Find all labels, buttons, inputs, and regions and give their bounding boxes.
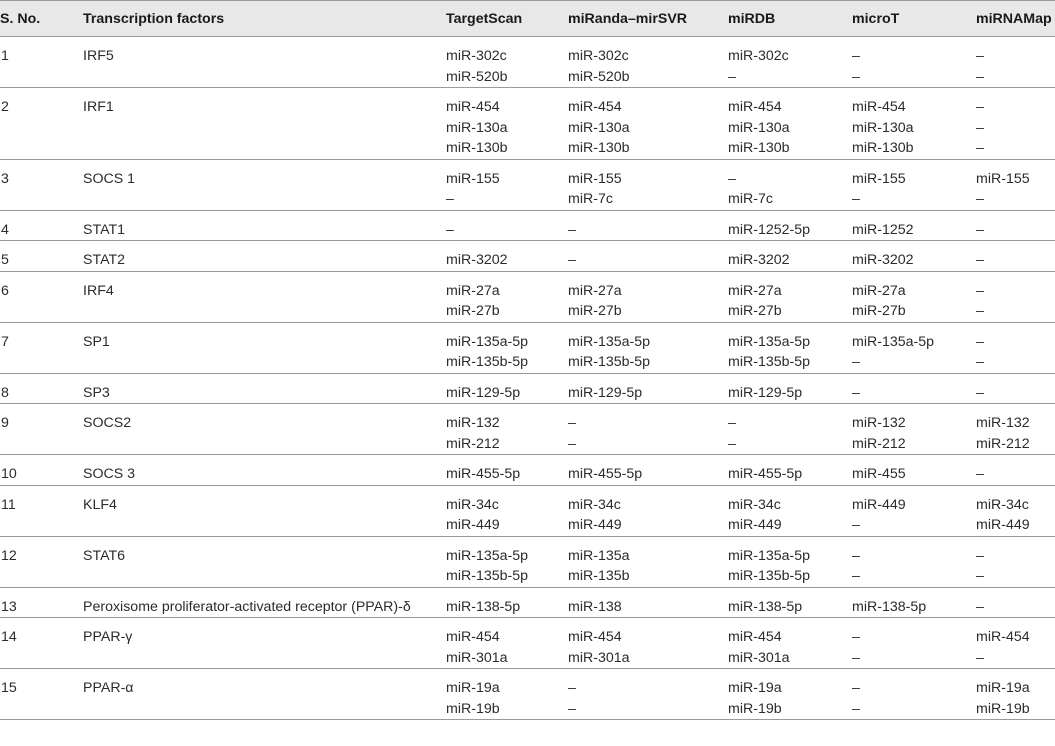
- cell-miranda-mirsvr: [565, 373, 725, 404]
- cell-mirdb: [725, 37, 849, 88]
- mirna-entry: –: [852, 191, 860, 207]
- mirna-entry: –: [568, 252, 576, 268]
- mirna-entry: –: [852, 68, 860, 85]
- cell-mirnamap: [973, 37, 1055, 88]
- cell-transcription-factor: SOCS 1: [80, 159, 443, 210]
- mirna-entry: miR-19b: [446, 700, 500, 717]
- header-miranda-mirsvr: miRanda–mirSVR: [565, 1, 725, 37]
- mirna-entry: miR-302c: [728, 48, 789, 64]
- cell-miranda-mirsvr: [565, 159, 725, 210]
- cell-mirdb: [725, 271, 849, 322]
- header-targetscan: TargetScan: [443, 1, 565, 37]
- mirna-entry: miR-3202: [852, 252, 914, 268]
- mirna-entry: miR-135a: [568, 547, 630, 564]
- mirna-entry: –: [852, 568, 860, 584]
- cell-transcription-factor: IRF4: [80, 271, 443, 322]
- table-row: [0, 88, 1055, 160]
- mirna-entry: miR-455-5p: [728, 466, 803, 482]
- mirna-entry: –: [976, 547, 984, 564]
- mirna-entry: –: [568, 221, 576, 238]
- cell-mirnamap: [973, 210, 1055, 241]
- mirna-entry: miR-130a: [728, 119, 790, 136]
- cell-sno: 1: [0, 37, 80, 88]
- mirna-entry: miR-302c: [446, 48, 507, 64]
- cell-miranda-mirsvr: [565, 404, 725, 455]
- mirna-entry: miR-455-5p: [568, 466, 643, 482]
- cell-mirnamap: [973, 88, 1055, 160]
- mirna-entry: miR-34c: [568, 496, 621, 513]
- cell-transcription-factor: STAT2: [80, 241, 443, 272]
- cell-mirnamap: [973, 404, 1055, 455]
- cell-microt: [849, 159, 973, 210]
- cell-targetscan: [443, 536, 565, 587]
- cell-miranda-mirsvr: [565, 485, 725, 536]
- mirna-entry: miR-129-5p: [568, 384, 643, 401]
- mirna-entry: miR-449: [568, 517, 622, 533]
- cell-sno: 11: [0, 485, 80, 536]
- mirna-entry: –: [852, 547, 860, 564]
- mirna-entry: miR-138-5p: [446, 598, 521, 615]
- cell-mirnamap: [973, 159, 1055, 210]
- mirna-entry: –: [852, 680, 860, 696]
- cell-mirnamap: [973, 455, 1055, 486]
- mirna-entry: –: [976, 598, 984, 615]
- cell-sno: 8: [0, 373, 80, 404]
- mirna-entry: –: [728, 415, 736, 431]
- cell-transcription-factor: PPAR-γ: [80, 618, 443, 669]
- cell-mirdb: [725, 669, 849, 720]
- mirna-entry: miR-155: [446, 170, 500, 187]
- mirna-entry: miR-135b-5p: [568, 354, 651, 370]
- cell-sno: 9: [0, 404, 80, 455]
- mirna-entry: –: [976, 303, 984, 319]
- table-row: [0, 618, 1055, 669]
- cell-mirnamap: [973, 618, 1055, 669]
- cell-microt: [849, 404, 973, 455]
- table-row: [0, 159, 1055, 210]
- mirna-entry: –: [852, 700, 860, 717]
- mirna-entry: –: [568, 700, 576, 717]
- cell-miranda-mirsvr: [565, 88, 725, 160]
- table-row: [0, 669, 1055, 720]
- header-sno: S. No.: [0, 1, 80, 37]
- cell-sno: 5: [0, 241, 80, 272]
- mirna-entry: miR-7c: [728, 191, 773, 207]
- cell-mirdb: [725, 159, 849, 210]
- mirna-entry: miR-1252-5p: [728, 221, 811, 238]
- mirna-entry: –: [976, 282, 984, 299]
- mirna-entry: –: [976, 354, 984, 370]
- mirna-entry: miR-455-5p: [446, 466, 521, 482]
- table-row: [0, 536, 1055, 587]
- mirna-entry: miR-130a: [852, 119, 914, 136]
- cell-mirnamap: [973, 322, 1055, 373]
- cell-targetscan: [443, 159, 565, 210]
- cell-microt: [849, 485, 973, 536]
- cell-mirnamap: [973, 587, 1055, 618]
- mirna-entry: miR-19a: [728, 680, 782, 696]
- mirna-entry: miR-3202: [446, 252, 508, 268]
- mirna-entry: miR-130b: [446, 140, 508, 156]
- mirna-entry: miR-212: [852, 435, 906, 452]
- cell-mirdb: [725, 210, 849, 241]
- cell-microt: [849, 37, 973, 88]
- mirna-entry: miR-132: [976, 415, 1030, 431]
- cell-microt: [849, 322, 973, 373]
- table-row: [0, 241, 1055, 272]
- table-row: [0, 485, 1055, 536]
- header-mirdb: miRDB: [725, 1, 849, 37]
- mirna-entry: miR-19a: [446, 680, 500, 696]
- cell-targetscan: [443, 587, 565, 618]
- cell-miranda-mirsvr: [565, 455, 725, 486]
- mirna-entry: miR-212: [976, 435, 1030, 452]
- mirna-entry: miR-454: [568, 99, 622, 115]
- cell-sno: 12: [0, 536, 80, 587]
- cell-targetscan: [443, 210, 565, 241]
- cell-mirnamap: [973, 271, 1055, 322]
- table-row: [0, 404, 1055, 455]
- mirna-entry: miR-520b: [446, 68, 508, 85]
- cell-miranda-mirsvr: [565, 210, 725, 241]
- cell-microt: [849, 455, 973, 486]
- cell-targetscan: [443, 455, 565, 486]
- mirna-entry: –: [852, 629, 860, 645]
- mirna-entry: –: [976, 140, 984, 156]
- cell-mirdb: [725, 404, 849, 455]
- cell-microt: [849, 241, 973, 272]
- mirna-entry: miR-129-5p: [446, 384, 521, 401]
- mirna-entry: –: [976, 119, 984, 136]
- mirna-entry: miR-449: [852, 496, 906, 513]
- mirna-entry: miR-135b-5p: [728, 354, 811, 370]
- cell-microt: [849, 373, 973, 404]
- cell-sno: 7: [0, 322, 80, 373]
- table-row: [0, 271, 1055, 322]
- mirna-entry: miR-34c: [728, 496, 781, 513]
- mirna-entry: –: [976, 333, 984, 350]
- cell-mirdb: [725, 373, 849, 404]
- cell-mirnamap: [973, 669, 1055, 720]
- cell-sno: 15: [0, 669, 80, 720]
- mirna-entry: miR-19a: [976, 680, 1030, 696]
- cell-miranda-mirsvr: [565, 587, 725, 618]
- table-row: [0, 322, 1055, 373]
- mirna-entry: miR-27b: [446, 303, 500, 319]
- cell-sno: 6: [0, 271, 80, 322]
- mirna-entry: miR-454: [976, 629, 1030, 645]
- cell-sno: 2: [0, 88, 80, 160]
- mirna-entry: miR-19b: [976, 700, 1030, 717]
- mirna-entry: –: [976, 568, 984, 584]
- mirna-entry: miR-301a: [568, 649, 630, 666]
- mirna-entry: miR-155: [976, 170, 1030, 187]
- cell-sno: 3: [0, 159, 80, 210]
- mirna-entry: miR-135a-5p: [852, 333, 935, 350]
- mirna-entry: –: [446, 191, 454, 207]
- mirna-entry: –: [728, 170, 736, 187]
- cell-miranda-mirsvr: [565, 322, 725, 373]
- mirna-entry: miR-155: [568, 170, 622, 187]
- mirna-entry: miR-454: [728, 99, 782, 115]
- cell-transcription-factor: IRF1: [80, 88, 443, 160]
- table-row: [0, 373, 1055, 404]
- cell-transcription-factor: KLF4: [80, 485, 443, 536]
- mirna-entry: –: [728, 435, 736, 452]
- mirna-entry: miR-135a-5p: [446, 547, 529, 564]
- mirna-entry: miR-132: [852, 415, 906, 431]
- table-row: [0, 587, 1055, 618]
- mirna-entry: –: [852, 354, 860, 370]
- cell-miranda-mirsvr: [565, 669, 725, 720]
- cell-mirdb: [725, 322, 849, 373]
- mirna-entry: miR-27b: [852, 303, 906, 319]
- mirna-entry: –: [976, 252, 984, 268]
- mirna-entry: –: [976, 221, 984, 238]
- mirna-entry: miR-19b: [728, 700, 782, 717]
- mirna-entry: miR-135b-5p: [728, 568, 811, 584]
- cell-miranda-mirsvr: [565, 37, 725, 88]
- cell-targetscan: [443, 322, 565, 373]
- table-body: [0, 37, 1055, 720]
- mirna-entry: –: [568, 415, 576, 431]
- mirna-entry: miR-138: [568, 598, 622, 615]
- mirna-entry: miR-27a: [728, 282, 782, 299]
- mirna-entry: miR-27a: [446, 282, 500, 299]
- mirna-entry: miR-155: [852, 170, 906, 187]
- mirna-entry: miR-27a: [852, 282, 906, 299]
- table-row: [0, 455, 1055, 486]
- cell-targetscan: [443, 37, 565, 88]
- mirna-entry: miR-130b: [568, 140, 630, 156]
- mirna-entry: miR-212: [446, 435, 500, 452]
- mirna-entry: miR-454: [446, 629, 500, 645]
- cell-mirdb: [725, 241, 849, 272]
- mirna-entry: miR-1252: [852, 221, 914, 238]
- mirna-entry: miR-135b-5p: [446, 354, 529, 370]
- mirna-entry: –: [976, 384, 984, 401]
- cell-mirnamap: [973, 373, 1055, 404]
- cell-mirdb: [725, 88, 849, 160]
- cell-mirdb: [725, 455, 849, 486]
- cell-microt: [849, 210, 973, 241]
- cell-targetscan: [443, 618, 565, 669]
- mirna-entry: miR-27b: [568, 303, 622, 319]
- mirna-entry: miR-449: [728, 517, 782, 533]
- mirna-entry: –: [976, 191, 984, 207]
- cell-transcription-factor: STAT6: [80, 536, 443, 587]
- cell-mirdb: [725, 536, 849, 587]
- mirna-entry: miR-135a-5p: [728, 547, 811, 564]
- cell-sno: 13: [0, 587, 80, 618]
- cell-mirnamap: [973, 536, 1055, 587]
- cell-transcription-factor: SOCS2: [80, 404, 443, 455]
- cell-sno: 4: [0, 210, 80, 241]
- mirna-entry: –: [852, 649, 860, 666]
- cell-transcription-factor: IRF5: [80, 37, 443, 88]
- cell-targetscan: [443, 88, 565, 160]
- cell-targetscan: [443, 485, 565, 536]
- cell-microt: [849, 271, 973, 322]
- cell-mirnamap: [973, 241, 1055, 272]
- mirna-entry: miR-3202: [728, 252, 790, 268]
- mirna-entry: miR-520b: [568, 68, 630, 85]
- cell-sno: 10: [0, 455, 80, 486]
- cell-mirnamap: [973, 485, 1055, 536]
- mirna-entry: miR-449: [446, 517, 500, 533]
- table-row: [0, 37, 1055, 88]
- cell-transcription-factor: SP1: [80, 322, 443, 373]
- header-mirnamap: miRNAMap: [973, 1, 1055, 37]
- mirna-entry: miR-301a: [728, 649, 790, 666]
- mirna-entry: miR-7c: [568, 191, 613, 207]
- mirna-entry: –: [852, 48, 860, 64]
- mirna-entry: miR-138-5p: [728, 598, 803, 615]
- mirna-entry: miR-135b: [568, 568, 630, 584]
- cell-transcription-factor: SOCS 3: [80, 455, 443, 486]
- mirna-entry: miR-129-5p: [728, 384, 803, 401]
- cell-targetscan: [443, 271, 565, 322]
- mirna-entry: –: [852, 517, 860, 533]
- mirna-entry: miR-130b: [852, 140, 914, 156]
- mirna-entry: miR-27a: [568, 282, 622, 299]
- cell-transcription-factor: Peroxisome proliferator-activated receptor (PPAR)-δ: [80, 587, 443, 618]
- mirna-entry: miR-301a: [446, 649, 508, 666]
- mirna-entry: miR-135b-5p: [446, 568, 529, 584]
- cell-miranda-mirsvr: [565, 536, 725, 587]
- header-microt: microT: [849, 1, 973, 37]
- header-transcription-factors: Transcription factors: [80, 1, 443, 37]
- cell-miranda-mirsvr: [565, 271, 725, 322]
- cell-mirdb: [725, 618, 849, 669]
- mirna-entry: miR-135a-5p: [568, 333, 651, 350]
- mirna-entry: miR-454: [568, 629, 622, 645]
- cell-microt: [849, 618, 973, 669]
- cell-microt: [849, 536, 973, 587]
- table-row: [0, 210, 1055, 241]
- mirna-entry: miR-130a: [568, 119, 630, 136]
- mirna-entry: –: [852, 384, 860, 401]
- cell-targetscan: [443, 241, 565, 272]
- mirna-entry: miR-454: [852, 99, 906, 115]
- cell-targetscan: [443, 373, 565, 404]
- mirna-entry: miR-455: [852, 466, 906, 482]
- mirna-entry: miR-454: [446, 99, 500, 115]
- mirna-entry: –: [568, 435, 576, 452]
- mirna-entry: miR-449: [976, 517, 1030, 533]
- cell-miranda-mirsvr: [565, 618, 725, 669]
- mirna-entry: miR-135a-5p: [446, 333, 529, 350]
- cell-transcription-factor: SP3: [80, 373, 443, 404]
- cell-miranda-mirsvr: [565, 241, 725, 272]
- cell-microt: [849, 88, 973, 160]
- mirna-entry: –: [976, 649, 984, 666]
- mirna-entry: miR-135a-5p: [728, 333, 811, 350]
- cell-sno: 14: [0, 618, 80, 669]
- mirna-entry: –: [728, 68, 736, 85]
- mirna-entry: –: [446, 221, 454, 238]
- mirna-entry: miR-130b: [728, 140, 790, 156]
- mirna-entry: miR-454: [728, 629, 782, 645]
- mirna-entry: –: [976, 68, 984, 85]
- mirna-entry: miR-34c: [446, 496, 499, 513]
- cell-transcription-factor: STAT1: [80, 210, 443, 241]
- mirna-entry: –: [976, 466, 984, 482]
- cell-mirdb: [725, 485, 849, 536]
- table-header-row: [0, 1, 1055, 37]
- mirna-entry: –: [568, 680, 576, 696]
- cell-mirdb: [725, 587, 849, 618]
- cell-targetscan: [443, 669, 565, 720]
- cell-transcription-factor: PPAR-α: [80, 669, 443, 720]
- mirna-entry: miR-27b: [728, 303, 782, 319]
- mirna-entry: miR-302c: [568, 48, 629, 64]
- cell-microt: [849, 587, 973, 618]
- mirna-entry: –: [976, 99, 984, 115]
- mirna-entry: miR-130a: [446, 119, 508, 136]
- cell-microt: [849, 669, 973, 720]
- cell-targetscan: [443, 404, 565, 455]
- mirna-entry: miR-34c: [976, 496, 1029, 513]
- mirna-entry: miR-138-5p: [852, 598, 927, 615]
- mirna-entry: –: [976, 48, 984, 64]
- mirna-entry: miR-132: [446, 415, 500, 431]
